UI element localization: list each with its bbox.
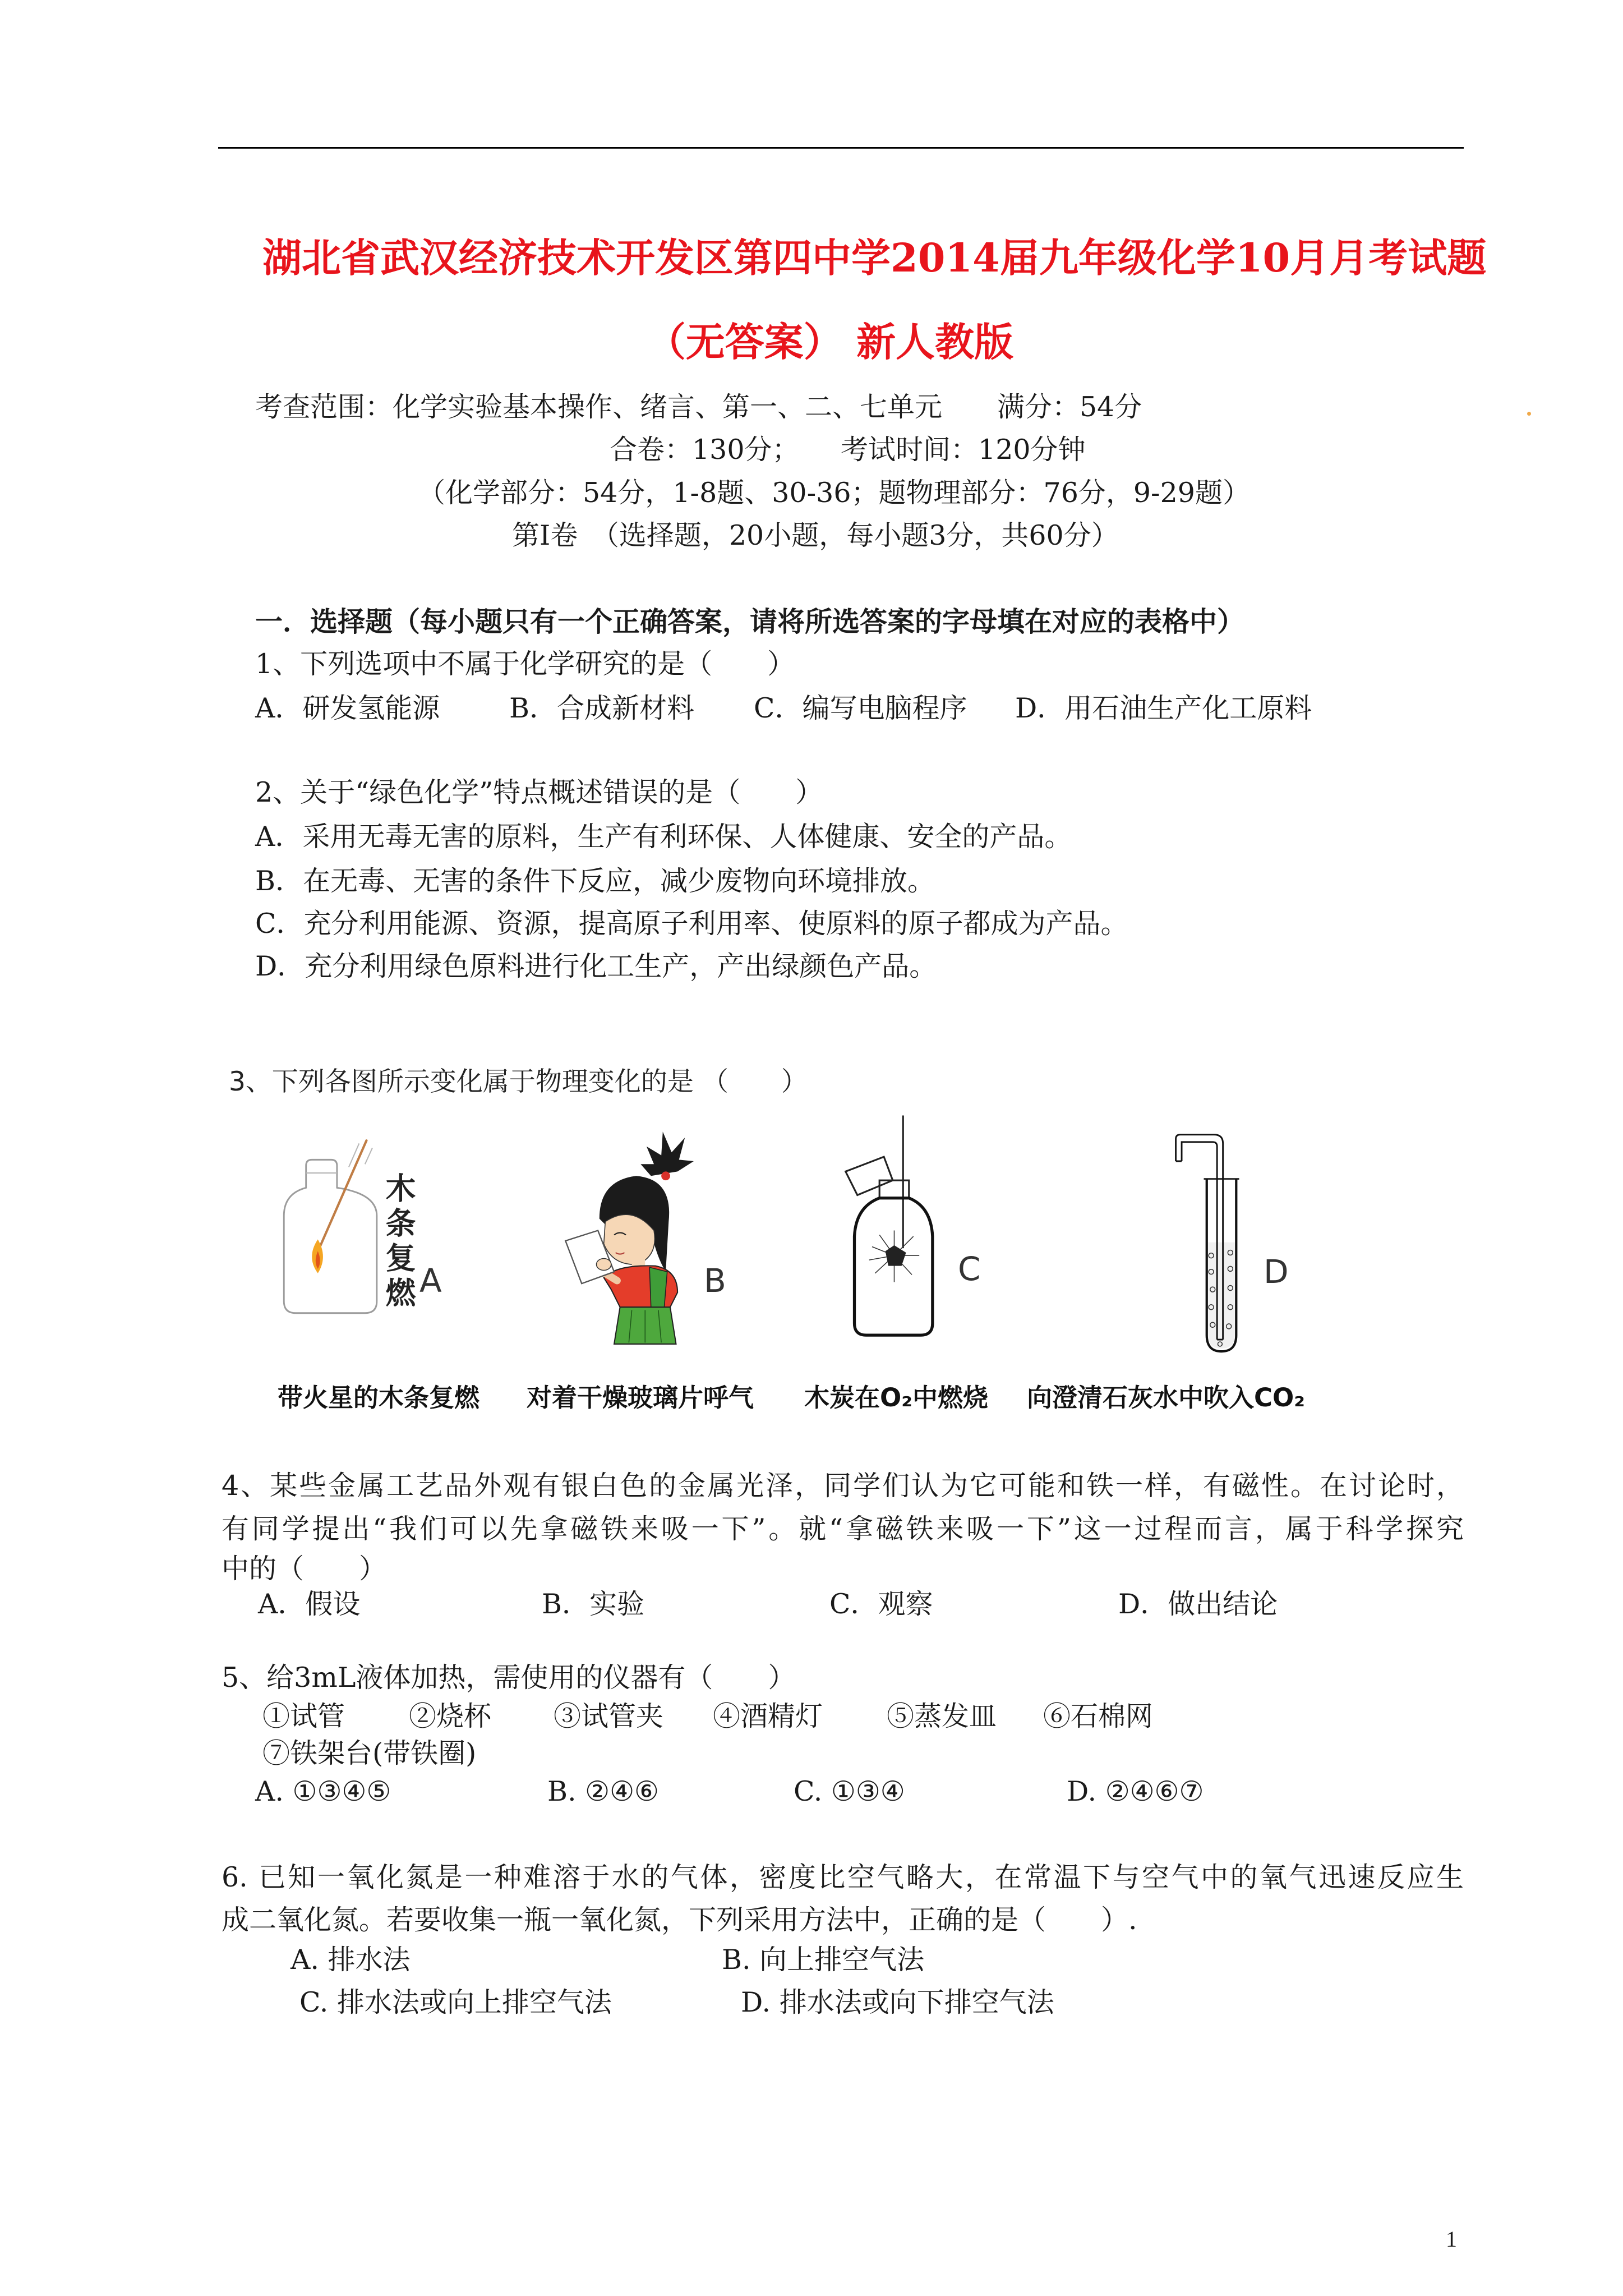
question-3-figures: [266, 1110, 1328, 1368]
figure-d-drawing: [1176, 1135, 1239, 1351]
figure-c-label: C: [958, 1250, 981, 1288]
document-title: 湖北省武汉经济技术开发区第四中学2014届九年级化学10月月考试题: [262, 234, 1487, 281]
question-5-item-6: ⑥石棉网: [1043, 1700, 1154, 1732]
question-5-option-c: C. ①③④: [794, 1775, 905, 1807]
section-heading: 一．选择题（每小题只有一个正确答案，请将所选答案的字母填在对应的表格中）: [255, 605, 1245, 638]
question-6-stem-line-2: 成二氧化氮。若要收集一瓶一氧化氮，下列采用方法中，正确的是（ ）.: [222, 1904, 1137, 1936]
question-5-item-7: ⑦铁架台(带铁圈): [262, 1737, 477, 1769]
question-1-option-d: D．用石油生产化工原料: [1015, 692, 1312, 724]
question-5-item-1: ①试管: [262, 1700, 345, 1732]
scan-mark: [1527, 412, 1531, 416]
question-1-option-b: B．合成新材料: [509, 692, 695, 724]
figure-b-caption: 对着干燥玻璃片呼气: [527, 1383, 754, 1412]
question-6-option-d: D. 排水法或向下排空气法: [741, 1986, 1054, 2018]
question-2-option-a: A．采用无毒无害的原料，生产有利环保、人体健康、安全的产品。: [255, 821, 1072, 853]
document-subtitle: （无答案） 新人教版: [646, 319, 1014, 365]
question-4-stem-line-1: 4、某些金属工艺品外观有银白色的金属光泽，同学们认为它可能和铁一样，有磁性。在讨论时，: [222, 1470, 1464, 1502]
figure-d-label: D: [1264, 1253, 1289, 1291]
exam-combined-score-time: 合卷：130分； 考试时间：120分钟: [610, 434, 1086, 466]
question-5-item-5: ⑤蒸发皿: [887, 1700, 997, 1732]
question-2-option-d: D．充分利用绿色原料进行化工生产，产出绿颜色产品。: [255, 950, 937, 982]
question-1-option-c: C．编写电脑程序: [754, 692, 967, 724]
question-6-stem-line-1: 6. 已知一氧化氮是一种难溶于水的气体，密度比空气略大，在常温下与空气中的氧气迅速反应生: [222, 1861, 1464, 1893]
vest-trim: [649, 1267, 667, 1307]
glass-lid: [846, 1157, 893, 1195]
exam-volume: 第Ⅰ卷 （选择题，20小题，每小题3分，共60分）: [512, 519, 1119, 551]
question-5-item-2: ②烧杯: [409, 1700, 492, 1732]
figure-a-caption: 带火星的木条复燃: [278, 1383, 480, 1412]
question-4-option-c: C．观察: [829, 1588, 933, 1620]
figure-b-drawing: [565, 1131, 694, 1344]
question-3-stem: 3、下列各图所示变化属于物理变化的是 （ ）: [229, 1066, 808, 1097]
smoke-streak: [365, 1148, 372, 1164]
gas-bottle: [284, 1159, 377, 1313]
figure-c-drawing: [846, 1116, 933, 1336]
gas-bottle: [855, 1198, 933, 1335]
question-1-option-a: A．研发氢能源: [255, 692, 440, 724]
question-2-stem: 2、关于“绿色化学”特点概述错误的是（ ）: [255, 776, 823, 808]
question-5-item-3: ③试管夹: [554, 1700, 664, 1732]
exam-scope: 考查范围：化学实验基本操作、绪言、第一、二、七单元 满分：54分: [255, 391, 1142, 423]
question-5-option-d: D. ②④⑥⑦: [1067, 1775, 1204, 1807]
page-number: 1: [1446, 2226, 1457, 2252]
question-2-option-b: B．在无毒、无害的条件下反应，减少废物向环境排放。: [255, 865, 935, 897]
question-2-option-c: C．充分利用能源、资源，提高原子利用率、使原料的原子都成为产品。: [255, 908, 1128, 940]
question-4-option-d: D．做出结论: [1118, 1588, 1278, 1620]
hair-ponytail: [640, 1131, 694, 1176]
question-5-option-b: B. ②④⑥: [547, 1775, 659, 1807]
question-4-option-a: A．假设: [258, 1588, 361, 1620]
figure-a-label: A: [419, 1262, 442, 1300]
figure-a-drawing: [284, 1140, 377, 1313]
burning-charcoal: [886, 1245, 906, 1266]
question-5-option-a: A. ①③④⑤: [255, 1775, 391, 1807]
question-4-stem-line-3: 中的（ ）: [222, 1553, 387, 1585]
hair-tie: [661, 1171, 670, 1180]
hand: [597, 1258, 611, 1270]
figure-c-caption: 木炭在O₂中燃烧: [804, 1383, 988, 1412]
question-5-stem: 5、给3mL液体加热，需使用的仪器有（ ）: [222, 1662, 796, 1694]
question-5-item-4: ④酒精灯: [713, 1700, 823, 1732]
header-rule: [218, 147, 1464, 149]
figure-b-label: B: [704, 1262, 726, 1300]
figure-a-side-text: 木条复燃: [381, 1172, 416, 1312]
question-6-option-a: A. 排水法: [291, 1944, 411, 1976]
question-6-option-c: C. 排水法或向上排空气法: [299, 1986, 612, 2018]
question-1-stem: 1、下列选项中不属于化学研究的是（ ）: [255, 648, 795, 680]
question-4-stem-line-2: 有同学提出“我们可以先拿磁铁来吸一下”。就“拿磁铁来吸一下”这一过程而言，属于科学探究: [222, 1513, 1464, 1545]
question-6-option-b: B. 向上排空气法: [722, 1944, 925, 1976]
figure-d-caption: 向澄清石灰水中吹入CO₂: [1027, 1383, 1305, 1412]
question-4-option-b: B．实验: [542, 1588, 645, 1620]
exam-parts: （化学部分：54分，1-8题、30-36；题物理部分：76分，9-29题）: [418, 477, 1250, 509]
